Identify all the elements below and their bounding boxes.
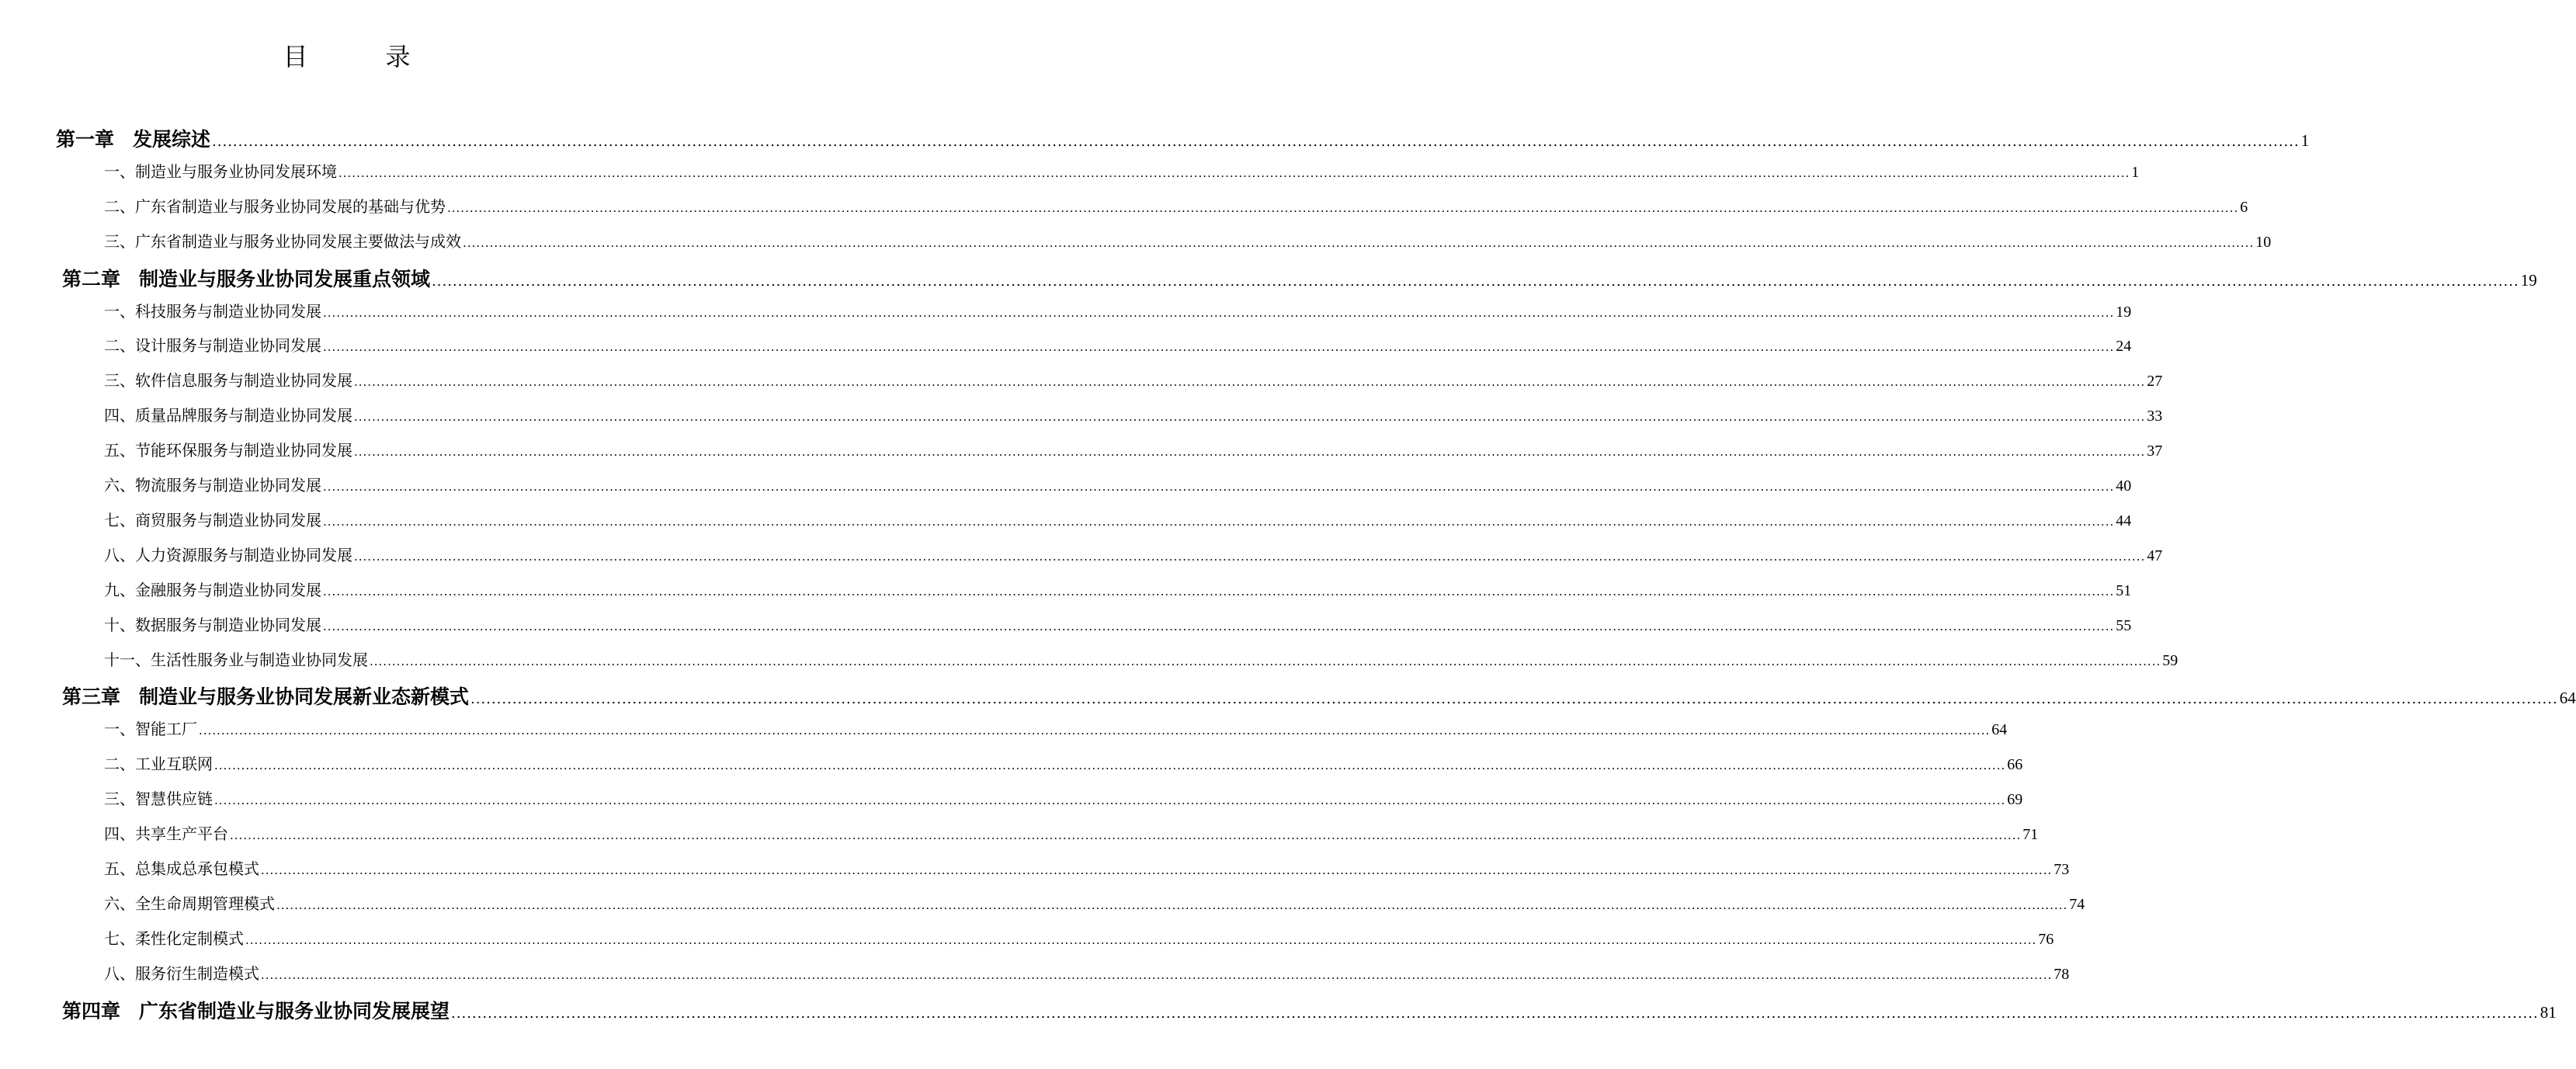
toc-section-entry[interactable] <box>104 821 2039 848</box>
section-title: 五、总集成总承包模式 <box>104 859 259 878</box>
section-title: 三、广东省制造业与服务业协同发展主要做法与成效 <box>104 231 461 251</box>
page-number: 64 <box>2559 689 2576 708</box>
toc-section-entry[interactable] <box>104 891 2085 918</box>
page-number: 71 <box>2022 826 2039 843</box>
section-title: 五、节能环保服务与制造业协同发展 <box>104 441 352 460</box>
section-title: 七、柔性化定制模式 <box>104 928 244 948</box>
toc-section-entry[interactable] <box>104 786 2023 813</box>
chapter-number: 第二章 <box>62 267 121 290</box>
dot-leader: ................................................................................................................................................................................................................................................................................................................................................................................................................ <box>276 897 2068 912</box>
page-number: 66 <box>2007 756 2023 774</box>
dot-leader: ................................................................................................................................................................................................................................................................................................................................................................................................................ <box>199 724 1991 738</box>
section-title: 一、制造业与服务业协同发展环境 <box>104 161 337 181</box>
dot-leader: ................................................................................................................................................................................................................................................................................................................................................................................................................ <box>261 967 2053 982</box>
dot-leader: ................................................................................................................................................................................................................................................................................................................................................................................................................ <box>323 480 2115 494</box>
section-title: 二、设计服务与制造业协同发展 <box>104 336 321 356</box>
page-number: 74 <box>2069 895 2085 913</box>
chapter-name: 广东省制造业与服务业协同发展展望 <box>139 999 450 1022</box>
page-number: 69 <box>2007 791 2023 809</box>
section-title: 九、金融服务与制造业协同发展 <box>104 580 321 599</box>
toc-section-entry[interactable] <box>104 578 2132 604</box>
dot-leader: ................................................................................................................................................................................................................................................................................................................................................................................................................ <box>354 445 2146 460</box>
dot-leader: ................................................................................................................................................................................................................................................................................................................................................................................................................ <box>451 1005 2539 1022</box>
page-number: 76 <box>2038 930 2054 948</box>
toc-section-entry[interactable] <box>104 961 2070 987</box>
dot-leader: ................................................................................................................................................................................................................................................................................................................................................................................................................ <box>323 340 2115 355</box>
dot-leader: ................................................................................................................................................................................................................................................................................................................................................................................................................ <box>323 305 2115 320</box>
dot-leader: ................................................................................................................................................................................................................................................................................................................................................................................................................ <box>432 272 2519 290</box>
toc-section-entry[interactable] <box>104 299 2132 325</box>
toc-chapter-entry[interactable] <box>56 124 2310 151</box>
toc-section-entry[interactable] <box>104 368 2163 394</box>
page-title: 目 录 <box>283 42 437 71</box>
dot-leader: ................................................................................................................................................................................................................................................................................................................................................................................................................ <box>323 584 2115 599</box>
page-number: 19 <box>2116 303 2132 321</box>
dot-leader: ................................................................................................................................................................................................................................................................................................................................................................................................................ <box>470 691 2558 708</box>
toc-section-entry[interactable] <box>104 473 2132 499</box>
section-title: 八、人力资源服务与制造业协同发展 <box>104 545 352 564</box>
dot-leader: ................................................................................................................................................................................................................................................................................................................................................................................................................ <box>230 828 2022 842</box>
page-number: 73 <box>2054 860 2070 878</box>
section-title: 四、质量品牌服务与制造业协同发展 <box>104 406 352 425</box>
dot-leader: ................................................................................................................................................................................................................................................................................................................................................................................................................ <box>463 235 2255 250</box>
section-title: 三、软件信息服务与制造业协同发展 <box>104 371 352 390</box>
chapter-title <box>62 996 450 1024</box>
section-title: 六、全生命周期管理模式 <box>104 894 275 913</box>
chapter-name: 制造业与服务业协同发展重点领域 <box>139 267 431 290</box>
page-number: 44 <box>2116 512 2132 529</box>
dot-leader: ................................................................................................................................................................................................................................................................................................................................................................................................................ <box>323 619 2115 633</box>
dot-leader: ................................................................................................................................................................................................................................................................................................................................................................................................................ <box>338 165 2130 180</box>
dot-leader: ................................................................................................................................................................................................................................................................................................................................................................................................................ <box>323 514 2115 529</box>
page-number: 33 <box>2147 408 2163 425</box>
toc-section-entry[interactable] <box>104 333 2132 359</box>
page-number: 51 <box>2116 581 2132 599</box>
chapter-number: 第三章 <box>62 685 121 709</box>
chapter-number: 第一章 <box>56 128 115 151</box>
section-title: 六、物流服务与制造业协同发展 <box>104 476 321 495</box>
page-number: 81 <box>2540 1002 2557 1022</box>
chapter-title <box>62 264 430 292</box>
toc-section-entry[interactable] <box>104 438 2163 464</box>
toc-section-entry[interactable] <box>104 856 2070 883</box>
dot-leader: ................................................................................................................................................................................................................................................................................................................................................................................................................ <box>214 758 2006 773</box>
toc-section-entry[interactable] <box>104 926 2054 953</box>
toc-section-entry[interactable] <box>104 159 2140 186</box>
page-number: 19 <box>2520 270 2537 290</box>
page-number: 24 <box>2116 338 2132 356</box>
section-title: 一、智能工厂 <box>104 720 197 739</box>
chapter-name: 制造业与服务业协同发展新业态新模式 <box>139 685 470 709</box>
dot-leader: ................................................................................................................................................................................................................................................................................................................................................................................................................ <box>261 862 2053 877</box>
dot-leader: ................................................................................................................................................................................................................................................................................................................................................................................................................ <box>354 410 2146 425</box>
toc-section-entry[interactable] <box>104 194 2248 220</box>
dot-leader: ................................................................................................................................................................................................................................................................................................................................................................................................................ <box>212 134 2300 150</box>
dot-leader: ................................................................................................................................................................................................................................................................................................................................................................................................................ <box>214 793 2006 808</box>
section-title: 十一、生活性服务业与制造业协同发展 <box>104 650 368 669</box>
toc-section-entry[interactable] <box>104 508 2132 534</box>
page-number: 55 <box>2116 616 2132 634</box>
toc-section-entry[interactable] <box>104 613 2132 639</box>
dot-leader: ................................................................................................................................................................................................................................................................................................................................................................................................................ <box>447 200 2239 215</box>
page-number: 64 <box>1991 721 2008 739</box>
toc-section-entry[interactable] <box>104 751 2023 778</box>
section-title: 十、数据服务与制造业协同发展 <box>104 615 321 634</box>
page-number: 59 <box>2162 651 2178 669</box>
page-number: 6 <box>2240 198 2248 216</box>
toc-section-entry[interactable] <box>104 647 2178 674</box>
page-number: 10 <box>2255 233 2272 251</box>
toc-section-entry[interactable] <box>104 717 2008 743</box>
chapter-title <box>56 124 210 152</box>
chapter-number: 第四章 <box>62 999 121 1022</box>
toc-section-entry[interactable] <box>104 229 2272 255</box>
section-title: 二、工业互联网 <box>104 755 213 774</box>
toc-chapter-entry[interactable] <box>62 682 2576 709</box>
dot-leader: ................................................................................................................................................................................................................................................................................................................................................................................................................ <box>354 375 2146 390</box>
section-title: 二、广东省制造业与服务业协同发展的基础与优势 <box>104 196 446 216</box>
page-number: 1 <box>2300 131 2310 150</box>
dot-leader: ................................................................................................................................................................................................................................................................................................................................................................................................................ <box>354 549 2146 564</box>
page-number: 1 <box>2131 163 2140 181</box>
toc-chapter-entry[interactable] <box>62 264 2537 290</box>
page-number: 27 <box>2147 373 2163 390</box>
chapter-title <box>62 682 469 710</box>
page-number: 40 <box>2116 477 2132 495</box>
page-number: 37 <box>2147 443 2163 460</box>
toc-chapter-entry[interactable] <box>62 996 2557 1022</box>
section-title: 三、智慧供应链 <box>104 790 213 809</box>
section-title: 四、共享生产平台 <box>104 824 228 843</box>
toc-section-entry[interactable] <box>104 543 2163 569</box>
section-title: 八、服务衍生制造模式 <box>104 963 259 983</box>
section-title: 一、科技服务与制造业协同发展 <box>104 301 321 321</box>
chapter-name: 发展综述 <box>133 128 211 151</box>
toc-section-entry[interactable] <box>104 403 2163 429</box>
section-title: 七、商贸服务与制造业协同发展 <box>104 510 321 529</box>
dot-leader: ................................................................................................................................................................................................................................................................................................................................................................................................................ <box>245 932 2037 947</box>
page-number: 78 <box>2054 965 2070 983</box>
dot-leader: ................................................................................................................................................................................................................................................................................................................................................................................................................ <box>370 654 2161 668</box>
page-number: 47 <box>2147 547 2163 564</box>
